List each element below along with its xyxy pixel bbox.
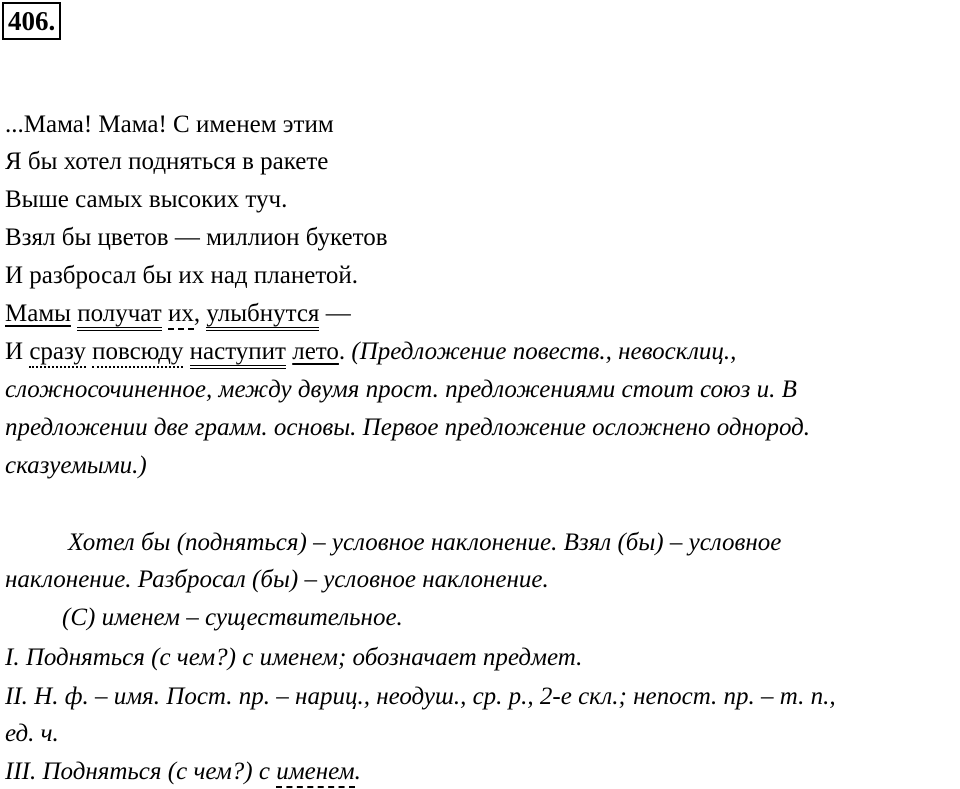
subject-word: Мамы	[5, 300, 71, 327]
poem-line-4: Взял бы цветов — миллион букетов	[5, 224, 388, 251]
morph-line-3: ед. ч.	[5, 720, 59, 747]
poem-line-6	[5, 299, 351, 329]
poem-line-2: Я бы хотел подняться в ракете	[5, 148, 329, 175]
poem-line-7	[5, 337, 736, 367]
object-word-2: именем	[276, 758, 354, 788]
analysis-line-2: предложении две грамм. основы. Первое предложение осложнено однород.	[5, 414, 811, 441]
adverbial-word-2: повсюду	[92, 338, 183, 368]
subject-word-2: лето	[292, 338, 339, 365]
object-word: их	[168, 300, 194, 330]
morph-line-4	[5, 757, 361, 787]
comma: ,	[193, 300, 201, 327]
morph-line-2: II. Н. ф. – имя. Пост. пр. – нариц., неодуш., ср. р., 2-е скл.; непост. пр. – т. п.,	[5, 683, 836, 710]
conjunction-word: И	[5, 338, 30, 365]
analysis-line-1: сложносочиненное, между двумя прост. предложениями стоит союз и. В	[5, 376, 797, 403]
mood-line-1: Хотел бы (подняться) – условное наклонение. Взял (бы) – условное	[68, 529, 782, 556]
period: .	[338, 338, 346, 365]
poem-line-5: И разбросал бы их над планетой.	[5, 262, 359, 289]
poem-line-3: Выше самых высоких туч.	[5, 186, 288, 213]
exercise-number: 406.	[2, 2, 61, 40]
morph-line-4-prefix: III. Подняться (с чем?) с	[5, 758, 277, 785]
noun-heading: (С) именем – существительное.	[62, 604, 403, 631]
predicate-word-2: улыбнутся	[206, 300, 319, 331]
analysis-line-3: сказуемыми.)	[5, 452, 147, 479]
predicate-word-3: наступит	[190, 338, 286, 369]
morph-line-1: I. Подняться (с чем?) с именем; обозначает предмет.	[5, 644, 583, 671]
predicate-word: получат	[77, 300, 161, 331]
mood-line-2: наклонение. Разбросал (бы) – условное наклонение.	[5, 566, 549, 593]
analysis-comment: (Предложение повеств., невосклиц.,	[351, 338, 737, 365]
morph-line-4-suffix: .	[354, 758, 361, 785]
poem-line-1: ...Мама! Мама! С именем этим	[5, 111, 334, 138]
dash: —	[319, 300, 351, 327]
adverbial-word-1: сразу	[29, 338, 86, 368]
